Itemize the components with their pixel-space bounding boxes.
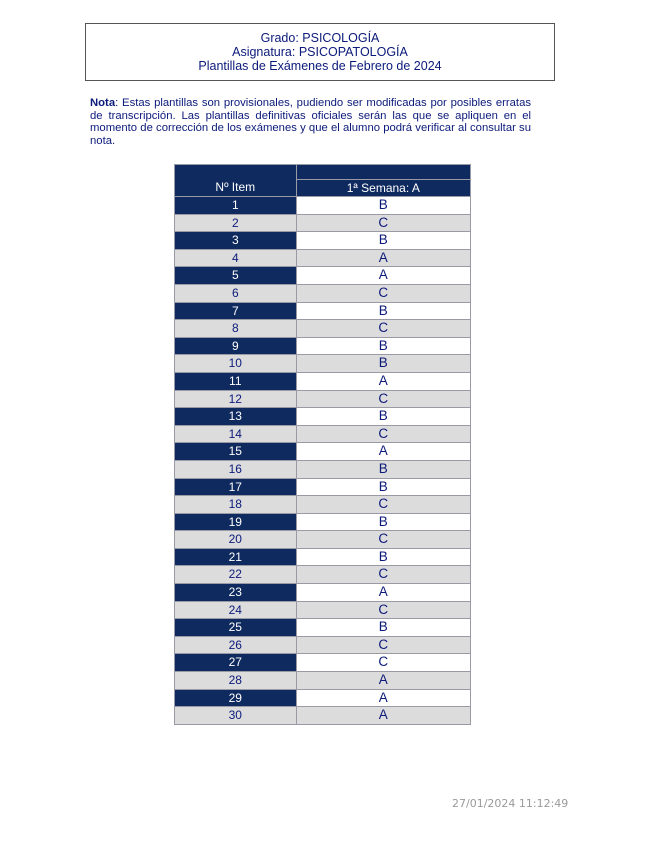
item-number: 25	[175, 619, 297, 637]
table-row	[175, 707, 471, 725]
table-row	[175, 284, 471, 302]
table-row	[175, 197, 471, 215]
answer-column-header: 1ª Semana: A	[296, 180, 470, 197]
item-answer: C	[296, 390, 470, 408]
item-number: 8	[175, 320, 297, 338]
item-number: 28	[175, 672, 297, 690]
item-number: 24	[175, 601, 297, 619]
degree-title: Grado: PSICOLOGÍA	[260, 31, 380, 45]
table-row	[175, 496, 471, 514]
table-row	[175, 425, 471, 443]
table-row	[175, 372, 471, 390]
item-number: 17	[175, 478, 297, 496]
item-answer: B	[296, 302, 470, 320]
provisional-note	[90, 97, 531, 147]
answer-column-header-top	[296, 165, 470, 180]
item-answer: A	[296, 249, 470, 267]
item-number: 26	[175, 636, 297, 654]
item-number: 19	[175, 513, 297, 531]
item-number: 7	[175, 302, 297, 320]
item-number: 18	[175, 496, 297, 514]
table-row	[175, 566, 471, 584]
item-answer: C	[296, 601, 470, 619]
table-row	[175, 601, 471, 619]
table-row	[175, 249, 471, 267]
item-answer: C	[296, 214, 470, 232]
item-number: 6	[175, 284, 297, 302]
table-row	[175, 672, 471, 690]
item-answer: A	[296, 443, 470, 461]
item-answer: B	[296, 513, 470, 531]
table-row	[175, 654, 471, 672]
answer-rows	[175, 197, 471, 725]
item-number: 29	[175, 689, 297, 707]
item-answer: B	[296, 548, 470, 566]
item-answer: C	[296, 531, 470, 549]
item-number: 3	[175, 232, 297, 250]
item-number: 13	[175, 408, 297, 426]
item-number: 14	[175, 425, 297, 443]
item-answer: C	[296, 284, 470, 302]
item-number: 16	[175, 460, 297, 478]
item-answer: C	[296, 320, 470, 338]
item-number: 1	[175, 197, 297, 215]
table-row	[175, 232, 471, 250]
item-answer: B	[296, 355, 470, 373]
item-number: 12	[175, 390, 297, 408]
table-row	[175, 443, 471, 461]
item-answer: C	[296, 425, 470, 443]
table-row	[175, 460, 471, 478]
item-number: 2	[175, 214, 297, 232]
item-answer: A	[296, 689, 470, 707]
item-column-header: Nº Item	[175, 165, 297, 197]
table-row	[175, 478, 471, 496]
table-row	[175, 548, 471, 566]
item-answer: A	[296, 672, 470, 690]
answer-key-table	[174, 164, 471, 725]
item-answer: B	[296, 337, 470, 355]
item-answer: A	[296, 372, 470, 390]
table-row	[175, 408, 471, 426]
item-answer: B	[296, 460, 470, 478]
table-row	[175, 531, 471, 549]
table-row	[175, 513, 471, 531]
table-row	[175, 636, 471, 654]
item-number: 4	[175, 249, 297, 267]
item-answer: B	[296, 408, 470, 426]
item-number: 20	[175, 531, 297, 549]
table-row	[175, 302, 471, 320]
item-answer: A	[296, 584, 470, 602]
item-answer: C	[296, 654, 470, 672]
item-number: 5	[175, 267, 297, 285]
item-number: 15	[175, 443, 297, 461]
item-number: 27	[175, 654, 297, 672]
item-number: 11	[175, 372, 297, 390]
item-number: 23	[175, 584, 297, 602]
item-number: 21	[175, 548, 297, 566]
item-answer: A	[296, 267, 470, 285]
item-answer: C	[296, 496, 470, 514]
timestamp: 27/01/2024 11:12:49	[452, 797, 569, 810]
item-number: 10	[175, 355, 297, 373]
note-label: Nota	[90, 97, 116, 109]
item-number: 22	[175, 566, 297, 584]
item-answer: B	[296, 478, 470, 496]
templates-title: Plantillas de Exámenes de Febrero de 2024	[198, 59, 442, 73]
item-answer: C	[296, 636, 470, 654]
table-row	[175, 337, 471, 355]
table-row	[175, 267, 471, 285]
item-answer: C	[296, 566, 470, 584]
item-number: 9	[175, 337, 297, 355]
item-number: 30	[175, 707, 297, 725]
table-row	[175, 619, 471, 637]
item-answer: B	[296, 232, 470, 250]
table-row	[175, 689, 471, 707]
item-answer: B	[296, 619, 470, 637]
table-row	[175, 584, 471, 602]
table-row	[175, 390, 471, 408]
item-answer: B	[296, 197, 470, 215]
table-row	[175, 355, 471, 373]
table-row	[175, 320, 471, 338]
item-answer: A	[296, 707, 470, 725]
table-row	[175, 214, 471, 232]
subject-title: Asignatura: PSICOPATOLOGÍA	[232, 45, 408, 59]
note-text: : Estas plantillas son provisionales, pudiendo ser modificadas por posibles erratas de transcripción. Las plantillas definitivas oficiales serán las que se apliquen en el momento de corrección de los exámenes y que el alumno podrá verificar al consultar su nota.	[90, 97, 531, 147]
exam-header	[85, 23, 555, 81]
